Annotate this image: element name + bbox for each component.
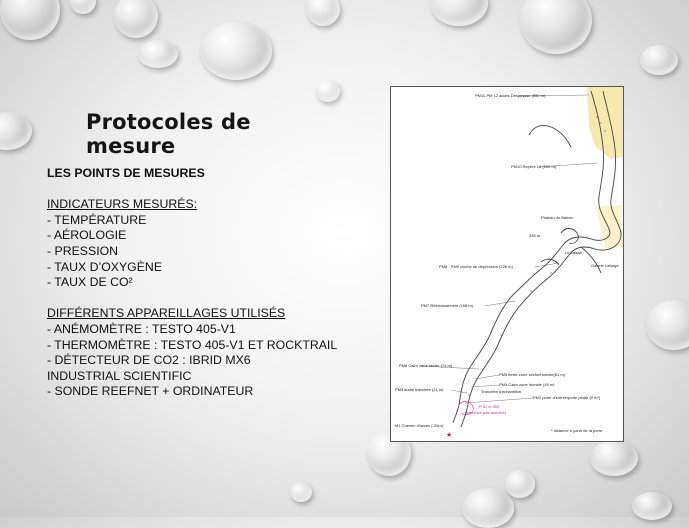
water-drop-decoration — [632, 492, 672, 520]
section-heading: LES POINTS DE MESURES — [47, 166, 205, 180]
indicator-item: - PRESSION — [47, 243, 119, 258]
water-drop-decoration — [430, 0, 488, 26]
label-pm1: M1 Chemin d’accès (-20m) — [395, 423, 444, 428]
equipment-item: - ANÉMOMÈTRE : TESTO 405-V1 — [47, 321, 236, 336]
label-pm4: PM4 Cairn zone humide (49 m) — [499, 382, 555, 387]
water-drop-decoration — [138, 40, 178, 68]
label-plateau: Plateau du Balcon — [541, 215, 574, 220]
water-drop-decoration — [646, 300, 689, 350]
indicator-item: - TAUX D’OXYGÈNE — [47, 259, 163, 274]
cave-rubble-dots — [468, 116, 605, 395]
indicators-heading: INDICATEURS MESURÉS: — [47, 197, 198, 212]
equipment-item: - SONDE REEFNET + ORDINATEUR — [47, 384, 254, 399]
indicator-item: - TEMPÉRATURE — [47, 212, 147, 227]
water-drop-decoration — [505, 470, 535, 498]
label-pm8: PM8 - PM9 cloche de dépression (228 m) — [439, 264, 513, 269]
label-pm6: PM6 Cairn zone sèche (74 m) — [399, 363, 453, 368]
label-pm5: PM5 limite zone sèche/humide(61 m) — [499, 372, 566, 377]
water-drop-decoration — [520, 0, 592, 54]
water-drop-decoration — [0, 0, 60, 40]
equipment-item: - THERMOMÈTRE : TESTO 405-V1 ET ROCKTRAIL — [47, 337, 338, 352]
indicator-item: - AÉROLOGIE — [47, 228, 127, 243]
label-pm2: PM2 porte d’entrée/porte pirate (0 m*) — [533, 395, 601, 400]
water-drop-decoration — [306, 0, 340, 26]
water-drop-decoration — [200, 22, 272, 80]
water-drop-decoration — [590, 440, 638, 476]
cave-map-figure — [390, 86, 624, 442]
water-drop-decoration — [114, 0, 158, 38]
water-drop-decoration — [290, 482, 312, 502]
water-drop-decoration — [0, 112, 32, 150]
label-pink-ref: P 37 m 300 — [479, 404, 500, 409]
label-335m: 335 m — [529, 233, 541, 238]
water-drop-decoration — [462, 488, 514, 528]
water-drop-decoration — [70, 0, 96, 14]
label-laisse: Le Laisse — [565, 250, 583, 255]
equipment-item: - DÉTECTEUR DE CO2 : IBRID MX6 — [47, 353, 251, 368]
cave-map-drawing — [391, 87, 623, 441]
label-pm10: PM10 Repère 15 (500 m) — [511, 164, 557, 169]
water-drop-decoration — [316, 80, 340, 102]
equipment-heading: DIFFÉRENTS APPAREILLAGES UTILISÉS — [47, 306, 286, 321]
label-pm7: PM7 Rétrécissement (166 m) — [421, 303, 474, 308]
label-pm3: PM3 sortie tranchée (21 m) — [395, 387, 444, 392]
indicator-item: - TAUX DE CO² — [47, 275, 133, 290]
label-pm11: PM11-PM 12 accès Despeysse (550 m) — [475, 93, 546, 98]
leader-lines — [421, 95, 597, 403]
label-tranchee: Tranchée d’échantillon — [481, 389, 522, 394]
label-pink-note: référence pas annulée) — [465, 410, 507, 415]
slide-body — [47, 166, 377, 400]
equipment-item: INDUSTRIAL SCIENTIFIC — [47, 368, 192, 383]
water-drop-decoration — [640, 45, 678, 75]
slide-title: Protocoles de mesure — [86, 110, 251, 158]
label-footnote: * distance à partir de la porte — [551, 428, 603, 433]
label-galerie: Galerie Lafarge — [591, 263, 619, 268]
entrance-star-icon: ★ — [446, 431, 453, 439]
